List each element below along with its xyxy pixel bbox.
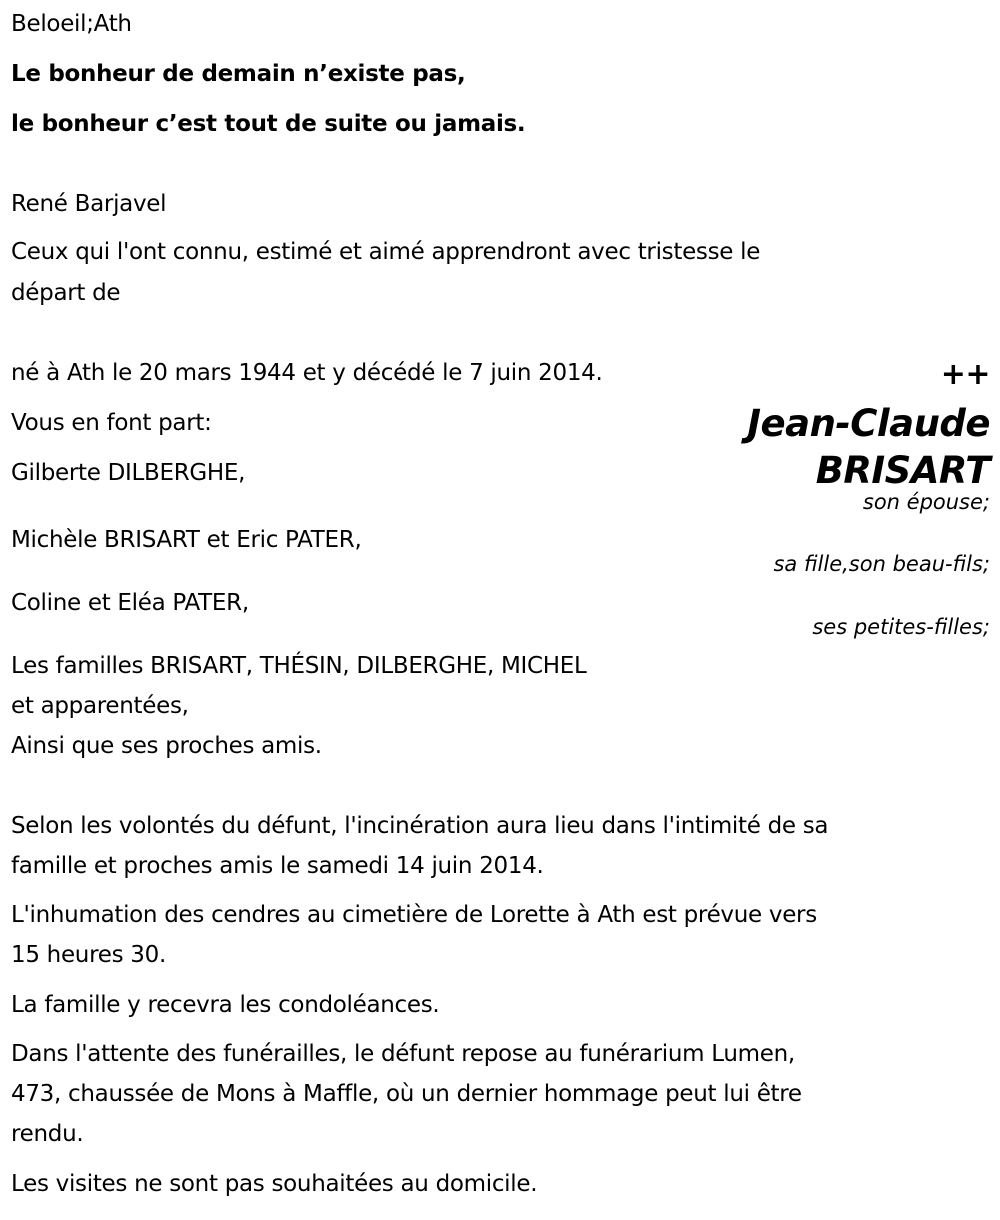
intro-line-2: départ de <box>11 280 121 306</box>
family-member-spouse: Gilberte DILBERGHE, <box>11 460 246 486</box>
quote-line-1: Le bonheur de demain n’existe pas, <box>11 61 466 87</box>
burial-line-2: 15 heures 30. <box>11 942 166 968</box>
funerarium-line-1: Dans l'attente des funérailles, le défunt repose au funérarium Lumen, <box>11 1041 795 1067</box>
families-line-3: Ainsi que ses proches amis. <box>11 733 322 759</box>
ceremony-line-1: Selon les volontés du défunt, l'incinération aura lieu dans l'intimité de sa <box>11 813 829 839</box>
intro-line-1: Ceux qui l'ont connu, estimé et aimé apprendront avec tristesse le <box>11 239 761 265</box>
relation-granddaughters: ses petites-filles; <box>812 615 990 639</box>
birth-death: né à Ath le 20 mars 1944 et y décédé le 7 juin 2014. <box>11 360 603 386</box>
condolences: La famille y recevra les condoléances. <box>11 992 440 1018</box>
deceased-last-name: BRISART <box>815 449 990 492</box>
quote-author: René Barjavel <box>11 191 167 217</box>
ceremony-line-2: famille et proches amis le samedi 14 juin 2014. <box>11 853 544 879</box>
deceased-first-name: Jean-Claude <box>747 402 990 445</box>
relation-daughter: sa fille,son beau-fils; <box>773 552 990 576</box>
families-line-1: Les familles BRISART, THÉSIN, DILBERGHE, MICHEL <box>11 653 587 679</box>
visits-note: Les visites ne sont pas souhaitées au domicile. <box>11 1171 538 1197</box>
relation-spouse: son épouse; <box>862 490 990 514</box>
announcers-intro: Vous en font part: <box>11 410 212 436</box>
cross-symbol: ++ <box>940 357 990 392</box>
funerarium-line-3: rendu. <box>11 1121 84 1147</box>
family-member-daughter: Michèle BRISART et Eric PATER, <box>11 527 362 553</box>
burial-line-1: L'inhumation des cendres au cimetière de Lorette à Ath est prévue vers <box>11 902 817 928</box>
location: Beloeil;Ath <box>11 11 132 37</box>
quote-line-2: le bonheur c’est tout de suite ou jamais. <box>11 111 526 137</box>
families-line-2: et apparentées, <box>11 693 189 719</box>
family-member-granddaughters: Coline et Eléa PATER, <box>11 590 249 616</box>
funerarium-line-2: 473, chaussée de Mons à Maffle, où un dernier hommage peut lui être <box>11 1081 802 1107</box>
